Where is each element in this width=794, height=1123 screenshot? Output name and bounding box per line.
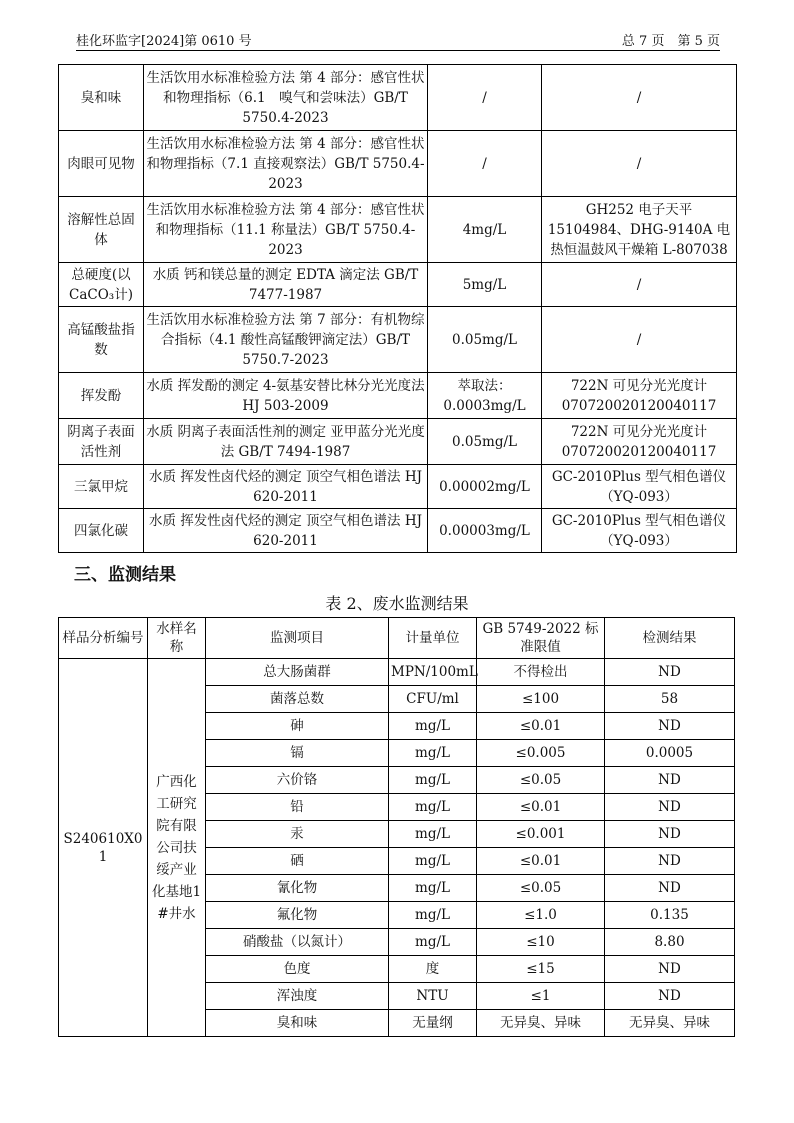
page-info: 总 7 页 第 5 页: [621, 34, 720, 49]
result-unit: mg/L: [389, 713, 477, 740]
result-limit: ≤0.005: [477, 740, 605, 767]
method-instrument: GC-2010Plus 型气相色谱仪（YQ-093）: [542, 465, 737, 509]
result-value: 0.135: [605, 902, 735, 929]
result-limit: ≤1: [477, 983, 605, 1010]
header-limit: GB 5749-2022 标准限值: [477, 618, 605, 659]
result-item: 浑浊度: [206, 983, 389, 1010]
header-sample-id: 样品分析编号: [59, 618, 148, 659]
table-caption: 表 2、废水监测结果: [325, 594, 469, 613]
result-item: 菌落总数: [206, 686, 389, 713]
method-item: 四氯化碳: [59, 509, 144, 553]
result-unit: mg/L: [389, 848, 477, 875]
result-value: 无异臭、异味: [605, 1010, 735, 1037]
result-value: ND: [605, 848, 735, 875]
result-value: 58: [605, 686, 735, 713]
result-unit: 度: [389, 956, 477, 983]
result-limit: ≤0.01: [477, 713, 605, 740]
method-table: [58, 64, 737, 553]
result-limit: ≤1.0: [477, 902, 605, 929]
result-unit: mg/L: [389, 767, 477, 794]
method-row: [59, 373, 737, 419]
result-item: 氟化物: [206, 902, 389, 929]
result-item: 硒: [206, 848, 389, 875]
result-unit: mg/L: [389, 875, 477, 902]
result-value: ND: [605, 956, 735, 983]
result-value: ND: [605, 794, 735, 821]
result-value: 8.80: [605, 929, 735, 956]
method-instrument: 722N 可见分光光度计 070720020120040117: [542, 373, 737, 419]
result-unit: MPN/100mL: [389, 659, 477, 686]
method-row: [59, 509, 737, 553]
result-item: 汞: [206, 821, 389, 848]
result-item: 氰化物: [206, 875, 389, 902]
results-table: [58, 617, 735, 1037]
method-item: 溶解性总固体: [59, 197, 144, 263]
result-item: 硝酸盐（以氮计）: [206, 929, 389, 956]
result-unit: mg/L: [389, 740, 477, 767]
result-limit: ≤0.01: [477, 848, 605, 875]
method-standard: 生活饮用水标准检验方法 第 7 部分：有机物综合指标（4.1 酸性高锰酸钾滴定法）GB/T 5750.7-2023: [144, 307, 428, 373]
method-detection-limit: 0.05mg/L: [428, 419, 542, 465]
official-seal-icon: [734, 520, 794, 660]
method-detection-limit: 0.05mg/L: [428, 307, 542, 373]
result-item: 六价铬: [206, 767, 389, 794]
result-item: 臭和味: [206, 1010, 389, 1037]
result-unit: mg/L: [389, 902, 477, 929]
method-item: 阴离子表面活性剂: [59, 419, 144, 465]
result-unit: mg/L: [389, 794, 477, 821]
result-value: ND: [605, 767, 735, 794]
method-instrument: GC-2010Plus 型气相色谱仪（YQ-093）: [542, 509, 737, 553]
result-item: 铅: [206, 794, 389, 821]
result-limit: 不得检出: [477, 659, 605, 686]
result-unit: CFU/ml: [389, 686, 477, 713]
table-row: [59, 659, 735, 686]
header-item: 监测项目: [206, 618, 389, 659]
method-row: [59, 131, 737, 197]
method-detection-limit: 4mg/L: [428, 197, 542, 263]
page-header: [76, 26, 720, 51]
report-number: 桂化环监字[2024]第 0610 号: [76, 34, 252, 49]
method-row: [59, 465, 737, 509]
method-detection-limit: 0.00002mg/L: [428, 465, 542, 509]
result-value: ND: [605, 875, 735, 902]
method-row: [59, 263, 737, 307]
method-detection-limit: 萃取法：0.0003mg/L: [428, 373, 542, 419]
method-standard: 生活饮用水标准检验方法 第 4 部分：感官性状和物理指标（7.1 直接观察法）GB/T 5750.4-2023: [144, 131, 428, 197]
result-limit: ≤15: [477, 956, 605, 983]
method-item: 三氯甲烷: [59, 465, 144, 509]
method-standard: 水质 挥发酚的测定 4-氨基安替比林分光光度法 HJ 503-2009: [144, 373, 428, 419]
result-item: 色度: [206, 956, 389, 983]
result-limit: 无异臭、异味: [477, 1010, 605, 1037]
method-item: 肉眼可见物: [59, 131, 144, 197]
sample-id: S240610X01: [59, 659, 148, 1037]
result-item: 镉: [206, 740, 389, 767]
method-standard: 水质 阴离子表面活性剂的测定 亚甲蓝分光光度法 GB/T 7494-1987: [144, 419, 428, 465]
result-value: ND: [605, 821, 735, 848]
result-item: 总大肠菌群: [206, 659, 389, 686]
result-unit: mg/L: [389, 929, 477, 956]
result-limit: ≤100: [477, 686, 605, 713]
method-standard: 水质 挥发性卤代烃的测定 顶空气相色谱法 HJ 620-2011: [144, 465, 428, 509]
result-unit: NTU: [389, 983, 477, 1010]
results-header-row: [59, 618, 735, 659]
result-unit: 无量纲: [389, 1010, 477, 1037]
result-limit: ≤0.05: [477, 875, 605, 902]
method-standard: 生活饮用水标准检验方法 第 4 部分：感官性状和物理指标（6.1 嗅气和尝味法）GB/T 5750.4-2023: [144, 65, 428, 131]
result-value: ND: [605, 983, 735, 1010]
result-value: ND: [605, 713, 735, 740]
header-sample-name: 水样名称: [148, 618, 206, 659]
result-unit: mg/L: [389, 821, 477, 848]
method-standard: 水质 钙和镁总量的测定 EDTA 滴定法 GB/T 7477-1987: [144, 263, 428, 307]
result-limit: ≤0.05: [477, 767, 605, 794]
method-standard: 生活饮用水标准检验方法 第 4 部分：感官性状和物理指标（11.1 称量法）GB/T 5750.4-2023: [144, 197, 428, 263]
method-row: [59, 65, 737, 131]
method-instrument: /: [542, 131, 737, 197]
method-detection-limit: 5mg/L: [428, 263, 542, 307]
result-value: ND: [605, 659, 735, 686]
result-limit: ≤0.001: [477, 821, 605, 848]
method-row: [59, 307, 737, 373]
method-instrument: /: [542, 263, 737, 307]
header-result: 检测结果: [605, 618, 735, 659]
method-item: 臭和味: [59, 65, 144, 131]
header-unit: 计量单位: [389, 618, 477, 659]
section-title: 三、监测结果: [74, 565, 176, 585]
method-detection-limit: 0.00003mg/L: [428, 509, 542, 553]
method-row: [59, 197, 737, 263]
method-detection-limit: /: [428, 65, 542, 131]
method-standard: 水质 挥发性卤代烃的测定 顶空气相色谱法 HJ 620-2011: [144, 509, 428, 553]
result-limit: ≤0.01: [477, 794, 605, 821]
method-item: 高锰酸盐指数: [59, 307, 144, 373]
result-limit: ≤10: [477, 929, 605, 956]
result-value: 0.0005: [605, 740, 735, 767]
method-instrument: GH252 电子天平 15104984、DHG-9140A 电热恒温鼓风干燥箱 L-807038: [542, 197, 737, 263]
result-item: 砷: [206, 713, 389, 740]
method-detection-limit: /: [428, 131, 542, 197]
method-instrument: /: [542, 65, 737, 131]
method-instrument: 722N 可见分光光度计 070720020120040117: [542, 419, 737, 465]
method-item: 挥发酚: [59, 373, 144, 419]
method-item: 总硬度(以CaCO₃计): [59, 263, 144, 307]
sample-name: 广西化工研究院有限公司扶绥产业化基地1#井水: [148, 659, 206, 1037]
method-instrument: /: [542, 307, 737, 373]
method-row: [59, 419, 737, 465]
